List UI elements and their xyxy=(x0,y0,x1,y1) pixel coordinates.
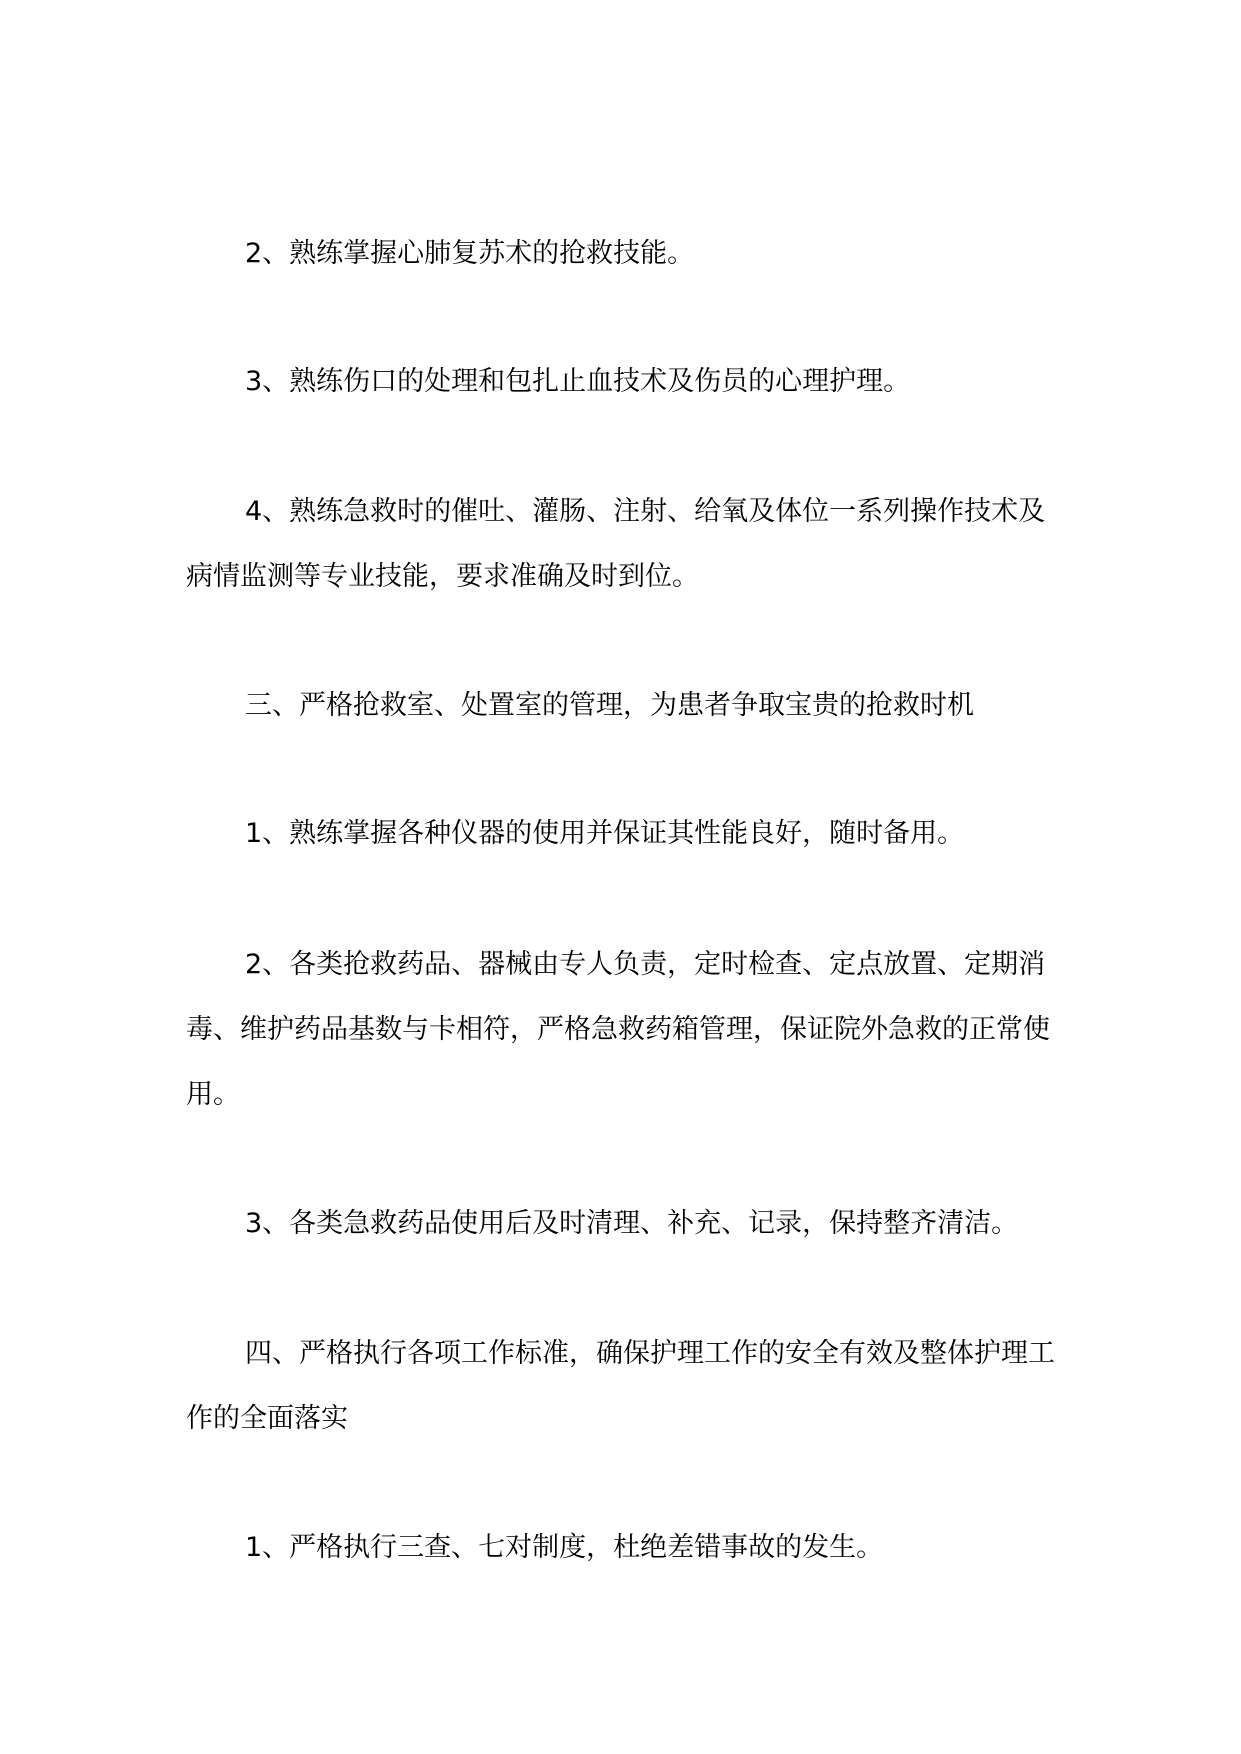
paragraph-wound-care: 3、熟练伤口的处理和包扎止血技术及伤员的心理护理。 xyxy=(245,366,911,397)
paragraph-cpr-skills: 2、熟练掌握心肺复苏术的抢救技能。 xyxy=(245,238,695,269)
section-heading-four: 四、严格执行各项工作标准，确保护理工作的安全有效及整体护理工作的全面落实 xyxy=(186,1338,1055,1434)
paragraph-instrument-use: 1、熟练掌握各种仪器的使用并保证其性能良好，随时备用。 xyxy=(245,818,965,849)
paragraph-verification-system: 1、严格执行三查、七对制度，杜绝差错事故的发生。 xyxy=(245,1532,884,1563)
paragraph-drug-management: 2、各类抢救药品、器械由专人负责，定时检查、定点放置、定期消毒、维护药品基数与卡相符，严格急救药箱管理，保证院外急救的正常使用。 xyxy=(186,949,1050,1110)
section-heading-three: 三、严格抢救室、处置室的管理，为患者争取宝贵的抢救时机 xyxy=(245,690,974,721)
paragraph-emergency-procedures: 4、熟练急救时的催吐、灌肠、注射、给氧及体位一系列操作技术及病情监测等专业技能，要求准确及时到位。 xyxy=(186,496,1046,592)
paragraph-drug-replenishment: 3、各类急救药品使用后及时清理、补充、记录，保持整齐清洁。 xyxy=(245,1208,1019,1239)
